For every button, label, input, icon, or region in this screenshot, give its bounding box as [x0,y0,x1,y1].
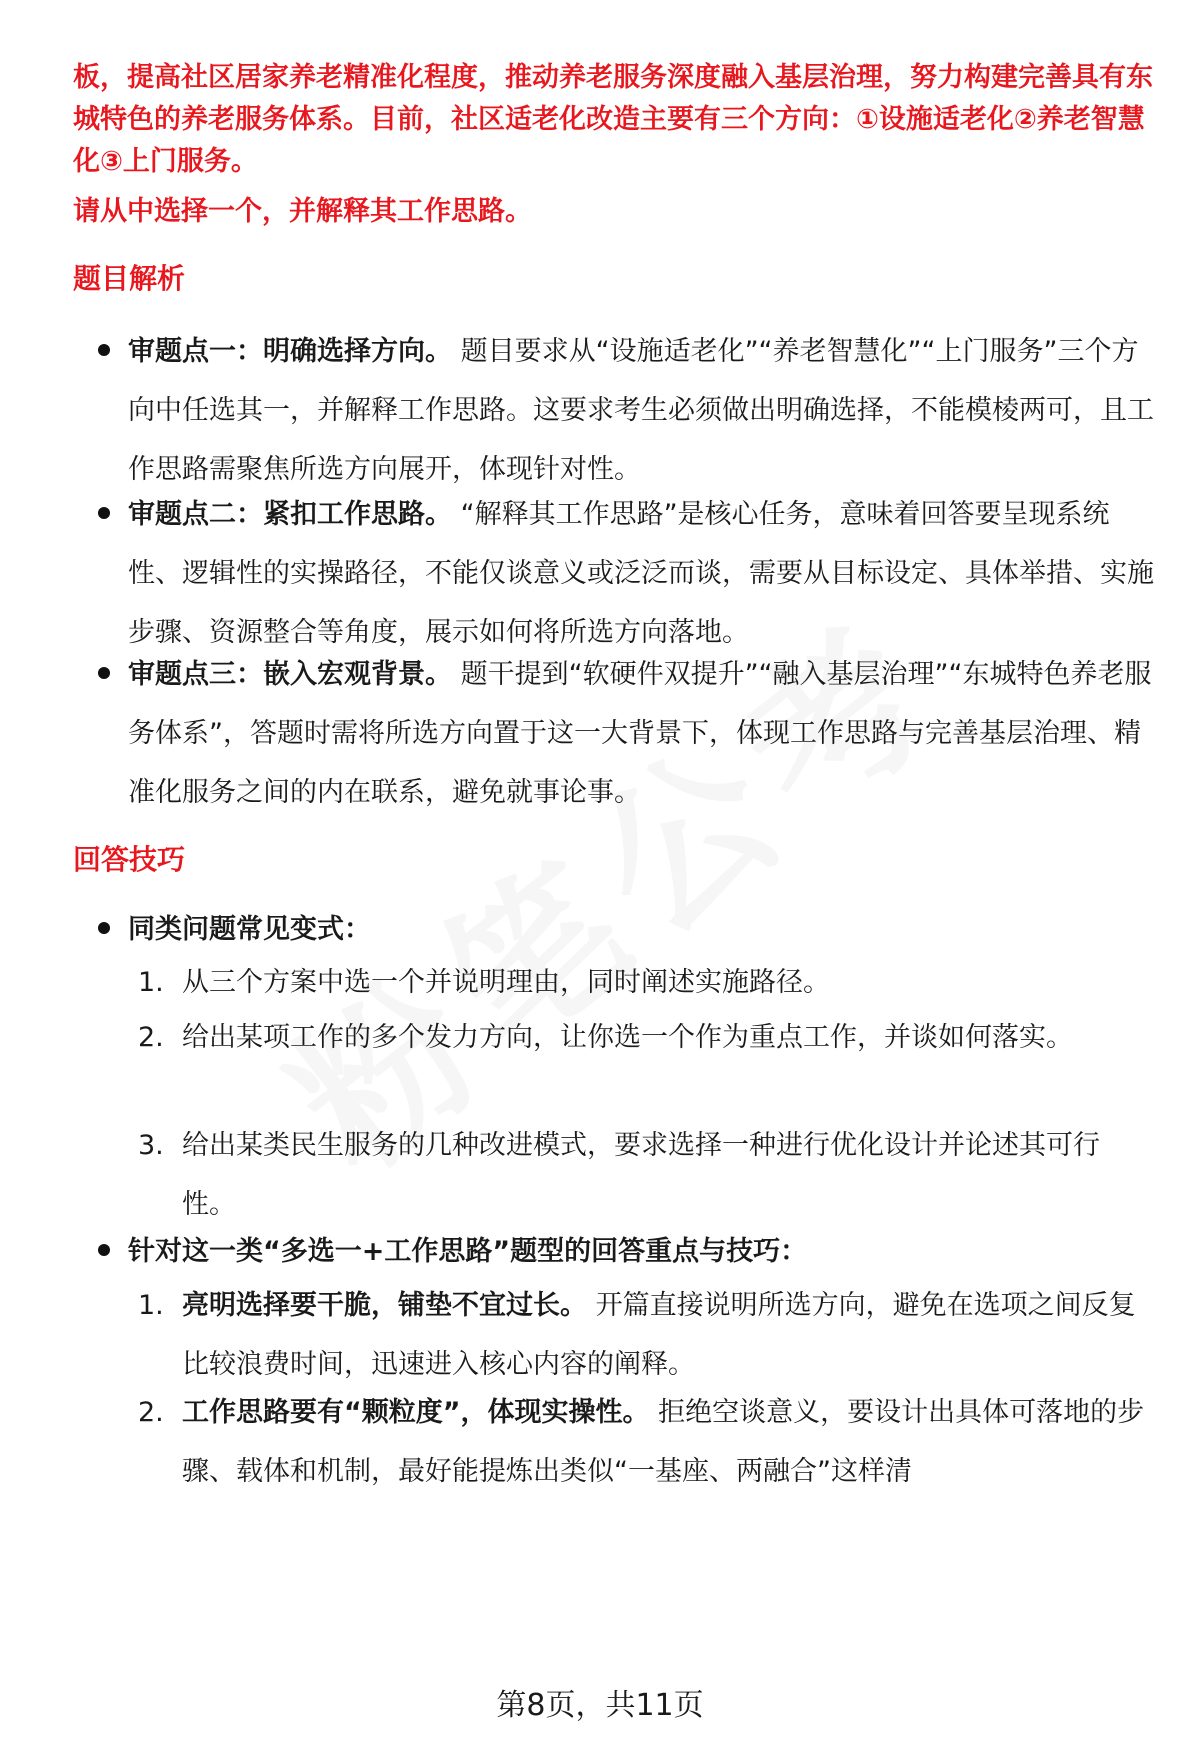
focus-item-1 [138,1276,1148,1394]
point-label: 审题点三：嵌入宏观背景。 [128,659,452,690]
point-label: 审题点一：明确选择方向。 [128,336,452,367]
bullet-icon [98,922,110,934]
variant-item-3 [138,1116,1148,1234]
variant-item-1 [138,953,1148,1012]
item-number: 1. [138,1290,164,1321]
item-text: 从三个方案中选一个并说明理由，同时阐述实施路径。 [182,967,830,998]
intro-paragraph: 板，提高社区居家养老精准化程度，推动养老服务深度融入基层治理，努力构建完善具有东城特色的养老服务体系。目前，社区适老化改造主要有三个方向：①设施适老化②养老智慧化③上门服务。 [73,62,1153,177]
bullet-icon [98,344,110,356]
focus-item-2 [138,1383,1148,1501]
item-text: 亮明选择要干脆，铺垫不宜过长。 开篇直接说明所选方向，避免在选项之间反复比较浪费时间，迅速进入核心内容的阐释。 [182,1290,1136,1380]
analysis-point-1 [98,322,1158,499]
tips-heading: 回答技巧 [73,843,186,876]
point-body: 题干提到“软硬件双提升”“融入基层治理”“东城特色养老服务体系”，答题时需将所选方向置于这一大背景下，体现工作思路与完善基层治理、精准化服务之间的内在联系，避免就事论事。 [128,659,1152,808]
item-number: 3. [138,1130,164,1161]
bullet-icon [98,1244,110,1256]
point-text [128,485,1158,662]
page-number-footer: 第8页，共11页 [496,1688,704,1723]
point-text [128,645,1158,822]
item-number: 2. [138,1022,164,1053]
variants-bullet [98,900,1158,959]
bullet-icon [98,507,110,519]
variant-item-2 [138,1008,1148,1067]
item-text: 给出某项工作的多个发力方向，让你选一个作为重点工作，并谈如何落实。 [182,1022,1073,1053]
focus-bullet [98,1222,1158,1281]
point-body: 题目要求从“设施适老化”“养老智慧化”“上门服务”三个方向中任选其一，并解释工作思路。这要求考生必须做出明确选择，不能模棱两可，且工作思路需聚焦所选方向展开，体现针对性。 [128,336,1154,485]
focus-label: 针对这一类“多选一+工作思路”题型的回答重点与技巧： [128,1236,808,1267]
question-text: 请从中选择一个，并解释其工作思路。 [73,196,532,227]
item-text: 工作思路要有“颗粒度”，体现实操性。 拒绝空谈意义，要设计出具体可落地的步骤、载体和机制，最好能提炼出类似“一基座、两融合”这样清 [182,1397,1145,1487]
point-text [128,322,1158,499]
point-label: 审题点二：紧扣工作思路。 [128,499,452,530]
analysis-heading: 题目解析 [73,262,186,295]
item-text: 给出某类民生服务的几种改进模式，要求选择一种进行优化设计并论述其可行性。 [182,1130,1100,1220]
analysis-point-2 [98,485,1158,662]
variants-label: 同类问题常见变式： [128,914,371,945]
point-body: “解释其工作思路”是核心任务，意味着回答要呈现系统性、逻辑性的实操路径，不能仅谈意义或泛泛而谈，需要从目标设定、具体举措、实施步骤、资源整合等角度，展示如何将所选方向落地。 [128,499,1154,648]
analysis-point-3 [98,645,1158,822]
item-number: 1. [138,967,164,998]
item-number: 2. [138,1397,164,1428]
bullet-icon [98,667,110,679]
